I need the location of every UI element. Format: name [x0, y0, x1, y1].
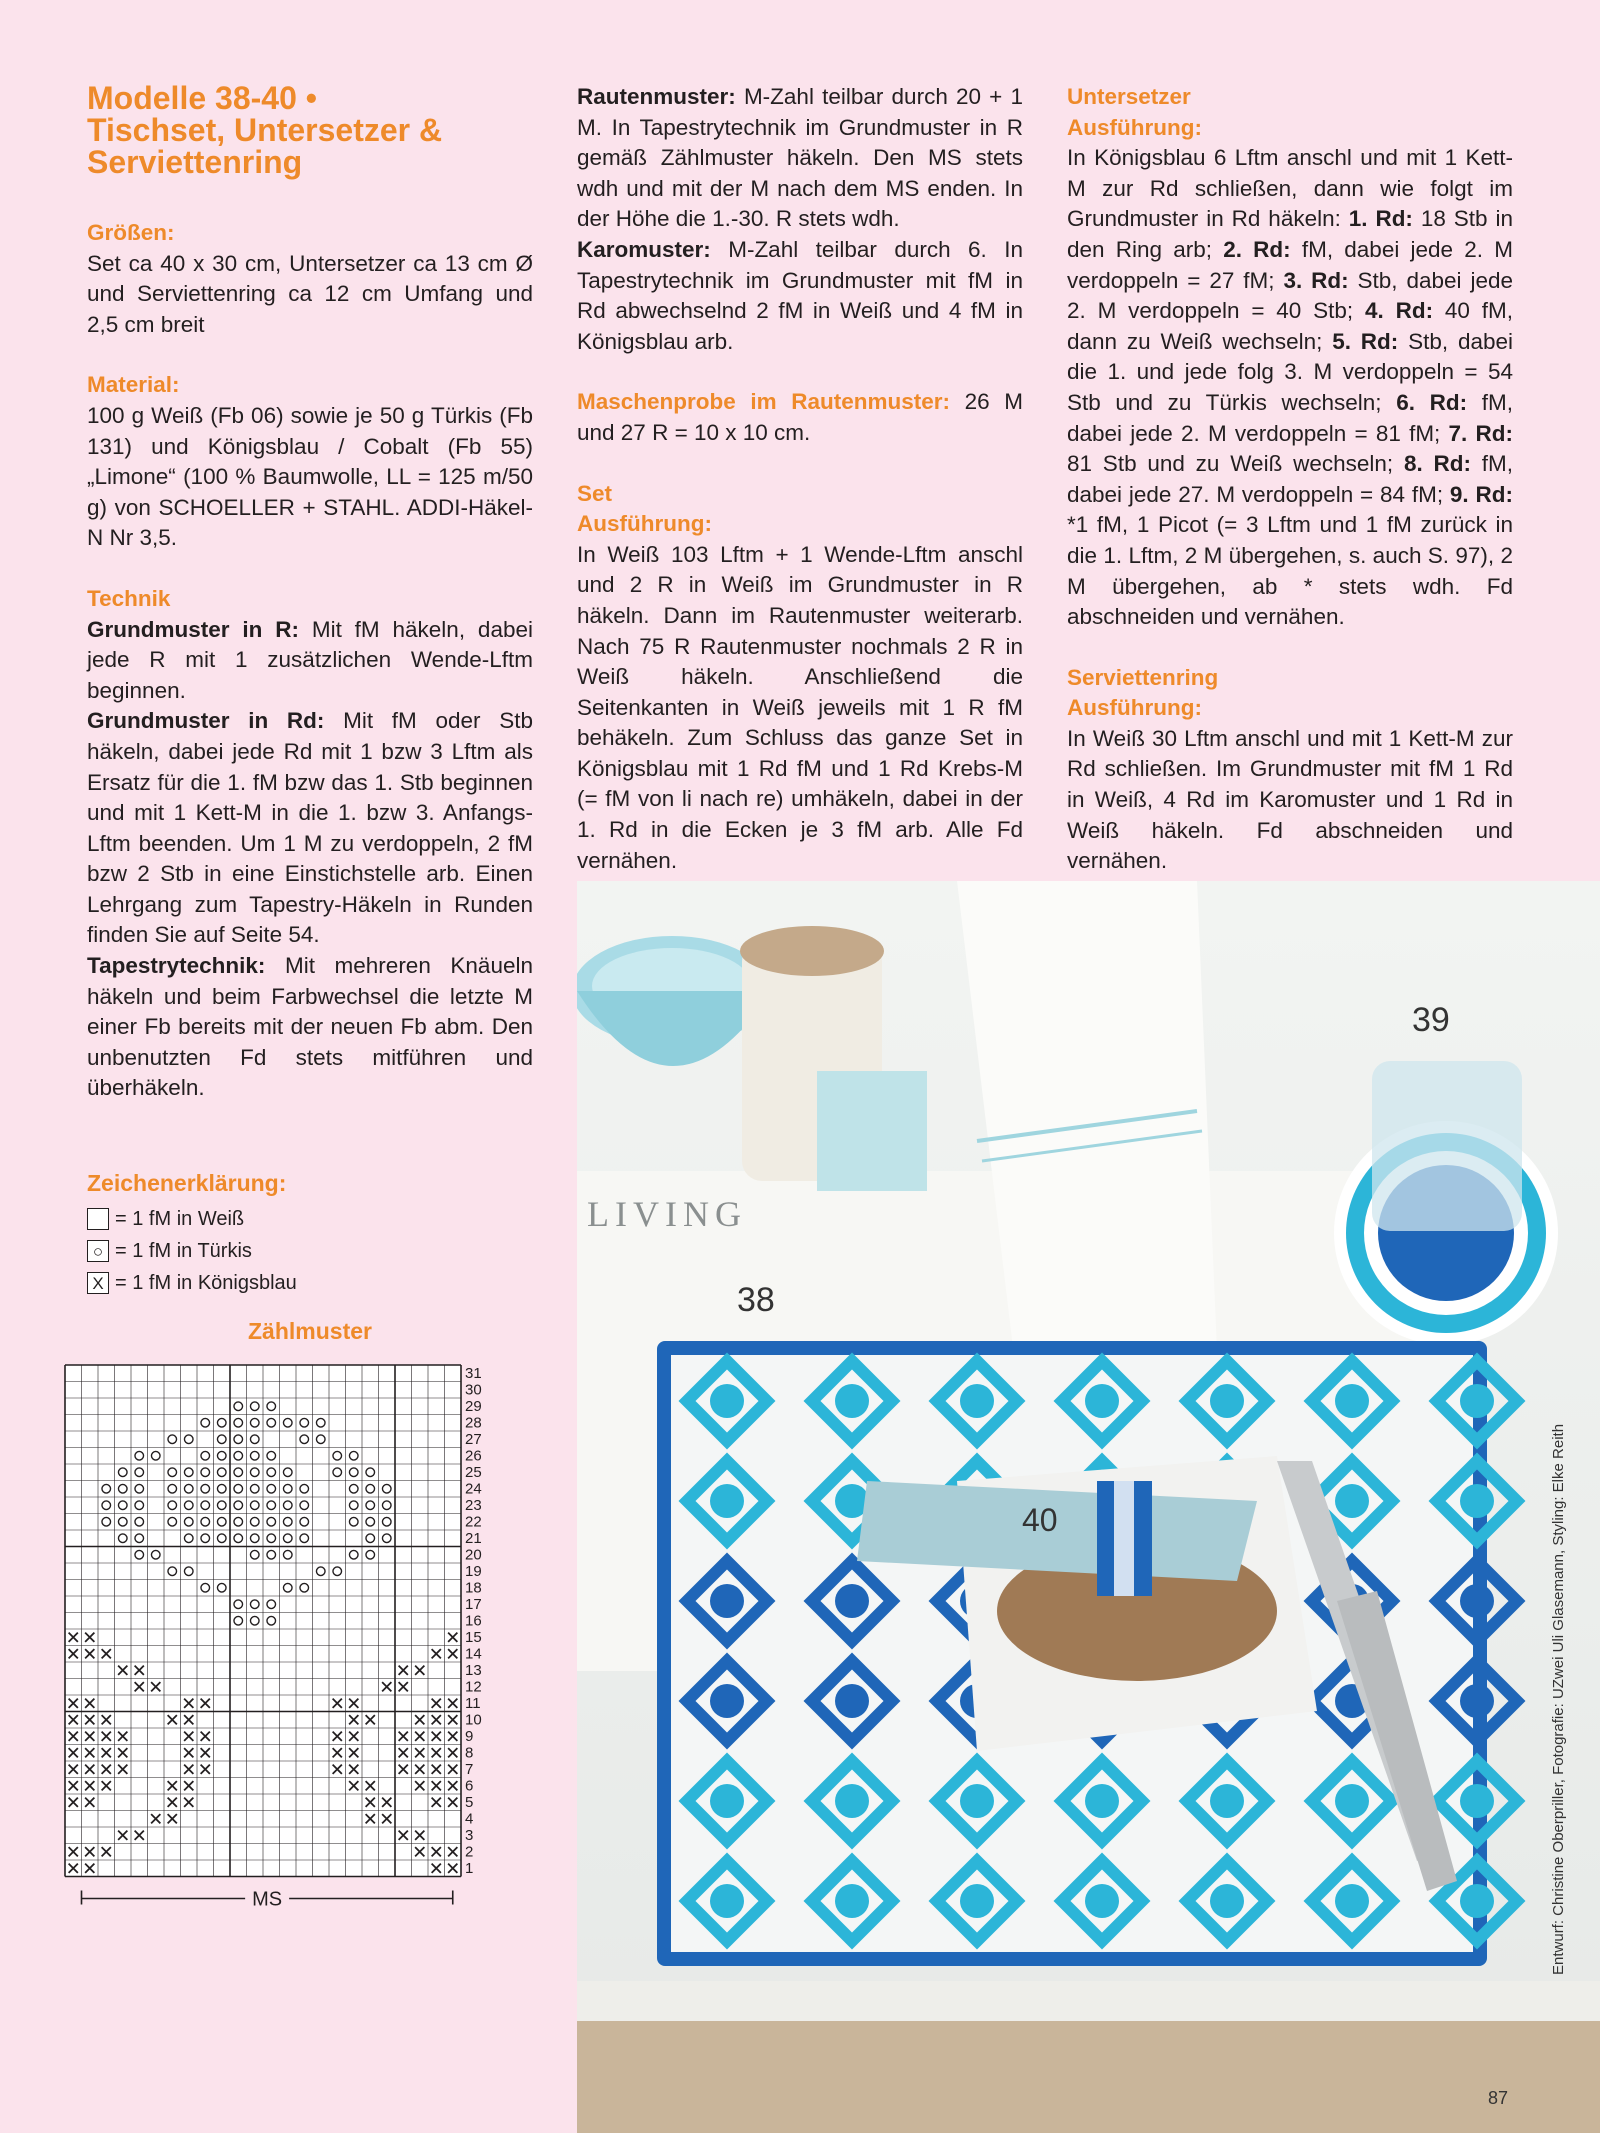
untersetzer-text: In Königsblau 6 Lftm anschl und mit 1 Kett-M zur Rd schließen, dann wie folgt im Grundmuster in Rd häkeln: 1. Rd: 18 Stb in den Ring arb; 2. Rd: fM, dabei jede 2. M verdoppeln = 27 fM; 3. Rd: Stb, dabei jede 2. M verdoppeln = 40 Stb; 4. Rd: 40 fM, dann zu Weiß wechseln; 5. Rd: Stb, dabei die 1. und jede folg 3. M verdoppeln = 54 Stb und zu Türkis wechseln; 6. Rd: fM, dabei jede 2. M verdoppeln = 81 fM; 7. Rd: 81 Stb und zu Weiß wechseln; 8. Rd: fM, dabei jede 27. M verdoppeln = 84 fM; 9. Rd: *1 fM, 1 Picot (= 3 Lftm und 1 fM zurück in die 1. Lftm, 2 M übergehen, s. auch S. 97), 2 M übergehen, ab * stets wdh. Fd abschneiden und vernähen.: [1067, 145, 1513, 630]
pattern-dot: [1210, 1784, 1244, 1818]
row-number: 9: [465, 1727, 474, 1745]
pattern-dot: [1460, 1584, 1494, 1618]
row-number: 24: [465, 1480, 482, 1498]
pattern-dot: [1335, 1484, 1369, 1518]
pattern-dot: [710, 1484, 744, 1518]
pattern-dot: [960, 1784, 994, 1818]
row-number: 11: [465, 1694, 481, 1712]
column-left: [87, 82, 533, 1104]
pattern-dot: [960, 1884, 994, 1918]
cross-stitch-icon: X: [87, 1272, 109, 1294]
pattern-dot: [1335, 1384, 1369, 1418]
drinking-glass: [1372, 1061, 1522, 1231]
legend-item-white: = 1 fM in Weiß: [87, 1203, 533, 1235]
pattern-dot: [1460, 1384, 1494, 1418]
legend-heading: Zeichenerklärung:: [87, 1170, 287, 1196]
label-38: 38: [737, 1281, 775, 1319]
row-number: 22: [465, 1513, 482, 1531]
pattern-dot: [1335, 1784, 1369, 1818]
set-text: In Weiß 103 Lftm + 1 Wende-Lftm anschl und 2 R in Weiß im Grundmuster in R häkeln. Dann im Rautenmuster weiterarb. Nach 75 R Rautenmuster nochmals 2 R in Weiß häkeln. Anschließend die Seitenkanten in Weiß jeweils mit 1 R fM behäkeln. Zum Schluss das ganze Set in Königsblau mit 1 Rd fM und 1 Rd Krebs-M (= fM von li nach re) umhäkeln, dabei in der 1. Rd in die Ecken je 3 fM arb. Alle Fd vernähen.: [577, 541, 1023, 873]
row-number: 21: [465, 1529, 482, 1547]
row-number: 29: [465, 1397, 482, 1415]
row-number: 30: [465, 1381, 482, 1399]
row-number: 4: [465, 1810, 474, 1828]
material-text: 100 g Weiß (Fb 06) sowie je 50 g Türkis (Fb 131) und Königsblau / Cobalt (Fb 55) „Limone“ (100 % Baumwolle, LL = 125 m/50 g) von SCHOELLER + STAHL. ADDI-Häkel-N Nr 3,5.: [87, 402, 533, 551]
tray-text: LIVING: [587, 1194, 747, 1234]
pattern-dot: [1085, 1384, 1119, 1418]
pattern-dot: [1085, 1784, 1119, 1818]
serviettenring-heading: Serviettenring: [1067, 664, 1219, 690]
pattern-dot: [1460, 1684, 1494, 1718]
pattern-dot: [1460, 1484, 1494, 1518]
product-photo: [577, 881, 1600, 2133]
stitch-chart: [60, 1360, 560, 2060]
pattern-dot: [835, 1584, 869, 1618]
pattern-dot: [710, 1884, 744, 1918]
pattern-dot: [1210, 1384, 1244, 1418]
row-number: 15: [465, 1628, 482, 1646]
wood-table: [577, 2011, 1600, 2133]
round-label: 8. Rd:: [1403, 451, 1471, 477]
technik-grundmuster-rd: Grundmuster in Rd: Mit fM oder Stb häkeln, dabei jede Rd mit 1 bzw 3 Lftm als Ersatz für die 1. fM bzw das 1. Stb beginnen und mit 1 Kett-M in die 1. bzw 3. Anfangs-Lftm beenden. Um 1 M zu verdoppeln, 2 fM bzw 2 Stb in eine Einstichstelle arb. Einen Lehrgang zum Tapestry-Häkeln in Runden finden Sie auf Seite 54.: [87, 708, 534, 948]
row-number: 26: [465, 1447, 482, 1465]
round-label: 2. Rd:: [1223, 236, 1291, 262]
photo-illustration: [577, 881, 1600, 2133]
groessen-text: Set ca 40 x 30 cm, Untersetzer ca 13 cm Ø und Serviettenring ca 12 cm Umfang und 2,5 cm breit: [87, 250, 533, 337]
legend: [87, 1167, 533, 1299]
untersetzer-heading: Untersetzer: [1067, 84, 1191, 109]
chart-title: Zählmuster: [248, 1318, 372, 1344]
row-number: 17: [465, 1595, 482, 1613]
technik-grundmuster-r: Grundmuster in R: Mit fM häkeln, dabei jede R mit 1 zusätzlichen Wende-Lftm beginnen.: [87, 616, 533, 703]
round-label: 4. Rd:: [1364, 298, 1434, 324]
column-middle: [577, 82, 1023, 876]
row-number: 20: [465, 1546, 482, 1564]
row-number: 5: [465, 1793, 474, 1811]
maschenprobe-text: Maschenprobe im Rautenmuster: 26 M und 27 R = 10 x 10 cm.: [577, 389, 1023, 445]
serviettenring-text: In Weiß 30 Lftm anschl und mit 1 Kett-M zur Rd schließen. Im Grundmuster mit fM 1 Rd in Weiß, 4 Rd im Karomuster und 1 Rd in Weiß häkeln. Fd abschneiden und vernähen.: [1067, 725, 1513, 874]
groessen-heading: Größen:: [87, 220, 175, 245]
row-number: 16: [465, 1612, 482, 1630]
label-39: 39: [1412, 1001, 1450, 1039]
material-heading: Material:: [87, 372, 180, 398]
pattern-dot: [835, 1884, 869, 1918]
set-subheading: Ausführung:: [577, 511, 712, 537]
ms-label: MS: [252, 1888, 283, 1911]
row-number: 2: [465, 1843, 474, 1861]
cup: [817, 1071, 927, 1191]
pattern-dot: [710, 1584, 744, 1618]
row-number: 28: [465, 1414, 482, 1432]
pattern-dot: [835, 1684, 869, 1718]
serviettenring-subheading: Ausführung:: [1067, 695, 1202, 721]
pattern-dot: [960, 1384, 994, 1418]
pattern-dot: [1460, 1784, 1494, 1818]
pattern-dot: [710, 1384, 744, 1418]
technik-tapestry: Tapestrytechnik: Mit mehreren Knäueln häkeln und beim Farbwechsel die letzte M einer Fb bereits mit der neuen Fb abm. Den unbenutzten Fd stets mitführen und überhäkeln.: [87, 953, 533, 1101]
row-number: 1: [465, 1859, 474, 1877]
untersetzer-subheading: Ausführung:: [1067, 114, 1202, 140]
pattern-dot: [1210, 1884, 1244, 1918]
round-label: 6. Rd:: [1396, 389, 1468, 415]
pattern-dot: [1460, 1884, 1494, 1918]
round-label: 3. Rd:: [1283, 267, 1349, 293]
pattern-dot: [835, 1784, 869, 1818]
round-label: 5. Rd:: [1332, 328, 1399, 354]
row-number: 13: [465, 1661, 482, 1679]
row-number: 6: [465, 1777, 474, 1795]
round-label: 9. Rd:: [1449, 481, 1513, 507]
set-heading: Set: [577, 480, 613, 506]
pattern-dot: [710, 1784, 744, 1818]
round-label: 1. Rd:: [1348, 206, 1413, 232]
label-40: 40: [1022, 1502, 1058, 1538]
pattern-dot: [835, 1384, 869, 1418]
circle-stitch-icon: ○: [87, 1240, 109, 1262]
row-number: 31: [465, 1364, 482, 1382]
pattern-dot: [710, 1684, 744, 1718]
row-number: 3: [465, 1826, 474, 1844]
row-number: 8: [465, 1744, 474, 1762]
photo-credit: Entwurf: Christine Oberpriller, Fotografie: UZwei Uli Glasemann, Styling: Elke Reith: [1550, 1423, 1567, 1975]
row-number: 14: [465, 1645, 482, 1663]
row-number: 10: [465, 1711, 482, 1729]
row-number: 25: [465, 1463, 482, 1481]
rautenmuster-text: Rautenmuster: M-Zahl teilbar durch 20 + 1 M. In Tapestrytechnik im Grundmuster in R gemäß Zählmuster häkeln. Den MS stets wdh und mit der M nach dem MS enden. In der Höhe die 1.-30. R stets wdh.: [577, 84, 1023, 232]
pattern-dot: [1085, 1884, 1119, 1918]
legend-item-royal-blue: X = 1 fM in Königsblau: [87, 1267, 533, 1299]
row-number: 12: [465, 1678, 482, 1696]
technik-heading: Technik: [87, 585, 171, 611]
row-number: 23: [465, 1496, 482, 1514]
table-edge: [577, 1981, 1600, 2021]
column-right: [1067, 82, 1513, 877]
row-number: 27: [465, 1430, 482, 1448]
row-number: 19: [465, 1562, 482, 1580]
karomuster-text: Karomuster: M-Zahl teilbar durch 6. In Tapestrytechnik im Grundmuster mit fM in Rd abwechselnd 2 fM in Weiß und 4 fM in Königsblau arb.: [577, 236, 1023, 354]
page-number: 87: [1488, 2088, 1509, 2108]
page-title: Modelle 38-40 • Tischset, Untersetzer & Serviettenring: [87, 80, 443, 180]
round-label: 7. Rd:: [1448, 420, 1513, 446]
row-number: 7: [465, 1760, 474, 1778]
row-number: 18: [465, 1579, 482, 1597]
pattern-dot: [1335, 1884, 1369, 1918]
white-stitch-icon: [87, 1208, 109, 1230]
legend-item-turquoise: ○ = 1 fM in Türkis: [87, 1235, 533, 1267]
